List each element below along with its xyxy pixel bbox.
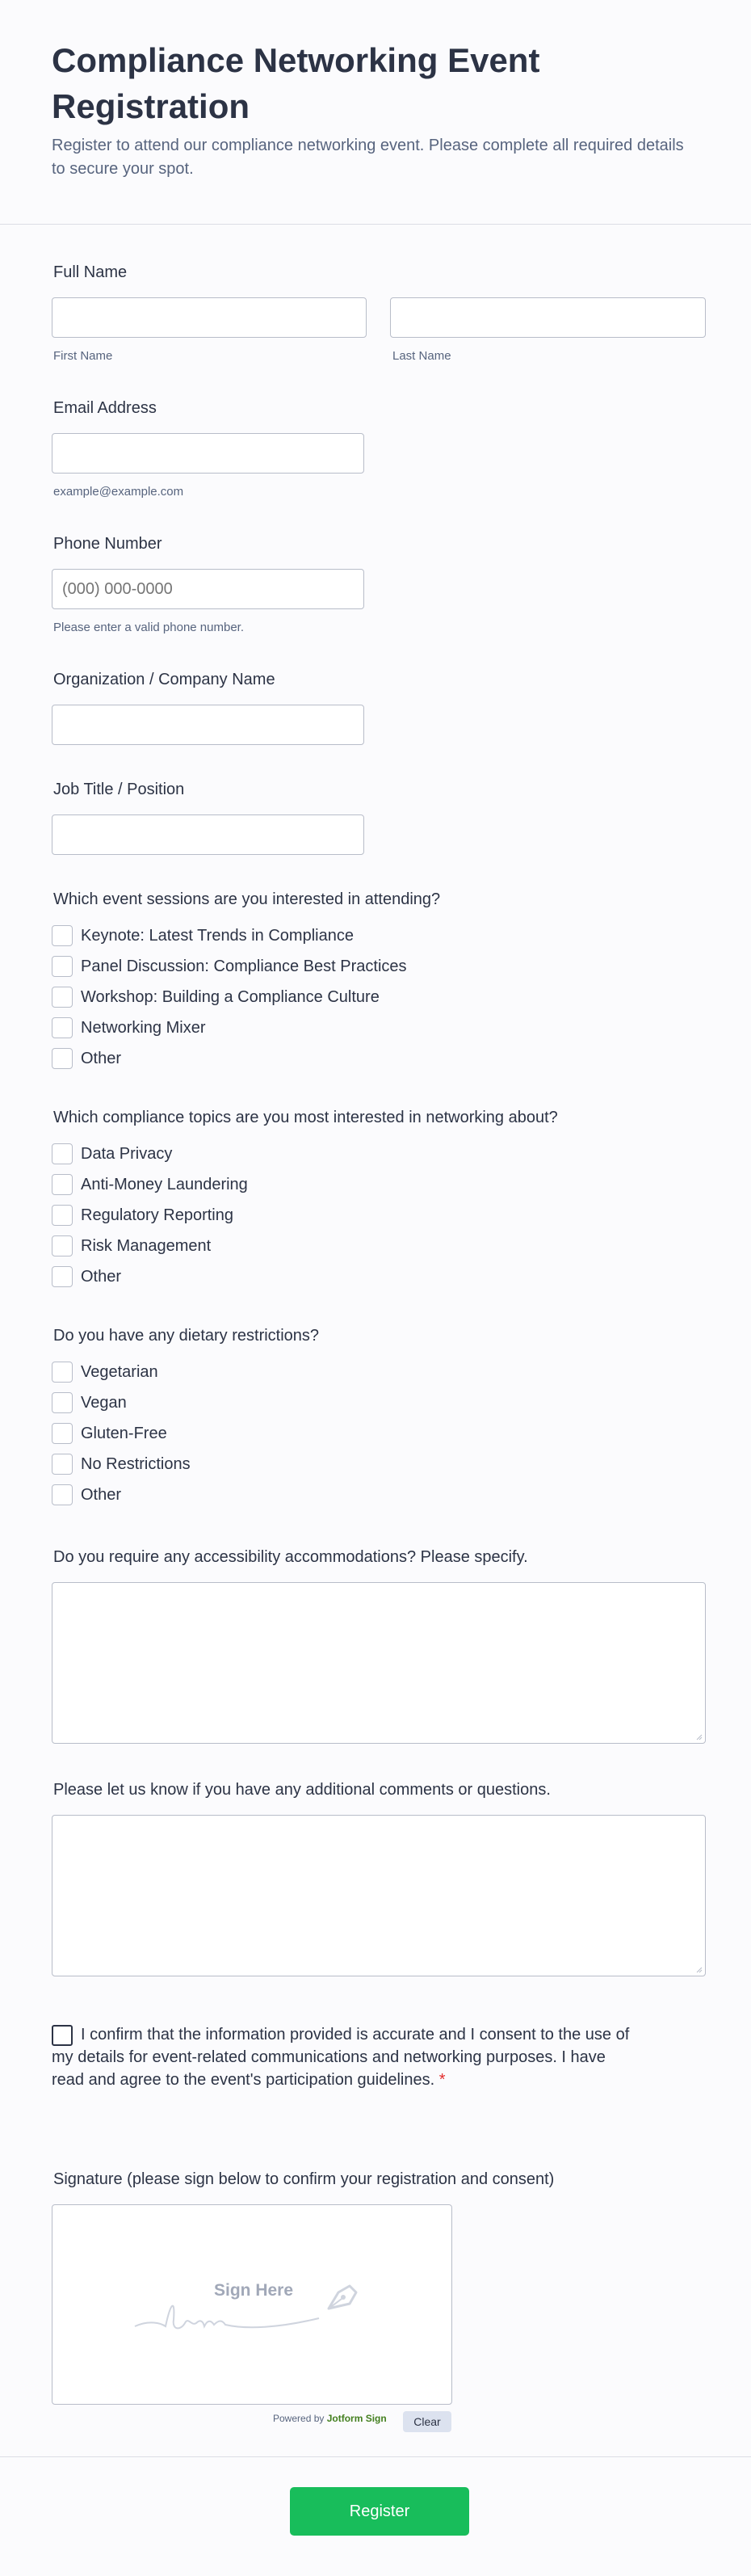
signature-label: Signature (please sign below to confirm your registration and consent) <box>53 2170 555 2188</box>
email-input[interactable] <box>52 433 364 474</box>
sign-here-text: Sign Here <box>214 2281 294 2300</box>
sessions-label: Which event sessions are you interested in attending? <box>53 890 441 908</box>
form-header <box>0 0 751 225</box>
topics-label: Which compliance topics are you most interested in networking about? <box>53 1109 558 1126</box>
organization-label: Organization / Company Name <box>53 671 275 688</box>
comments-label: Please let us know if you have any additional comments or questions. <box>53 1781 551 1799</box>
page-title: Compliance Networking Event Registration <box>52 41 540 125</box>
dietary-label: Do you have any dietary restrictions? <box>53 1327 320 1345</box>
dietary-option[interactable]: Vegetarian <box>52 1362 158 1383</box>
sessions-option[interactable]: Other <box>52 1048 121 1069</box>
checkbox[interactable] <box>52 1392 73 1413</box>
checkbox[interactable] <box>52 987 73 1008</box>
organization-input[interactable] <box>52 705 364 745</box>
checkbox[interactable] <box>52 1143 73 1164</box>
phone-sublabel: Please enter a valid phone number. <box>53 621 244 634</box>
dietary-option[interactable]: Vegan <box>52 1392 127 1413</box>
dietary-option[interactable]: Gluten-Free <box>52 1423 167 1444</box>
topics-option[interactable]: Data Privacy <box>52 1143 172 1164</box>
signature-pad[interactable] <box>52 2204 452 2405</box>
checkbox[interactable] <box>52 1017 73 1038</box>
checkbox[interactable] <box>52 956 73 977</box>
full-name-label: Full Name <box>53 263 128 281</box>
dietary-option[interactable]: Other <box>52 1484 121 1505</box>
checkbox[interactable] <box>52 1454 73 1475</box>
email-label: Email Address <box>53 399 157 417</box>
checkbox[interactable] <box>52 925 73 946</box>
required-mark: * <box>438 2071 446 2089</box>
checkbox[interactable] <box>52 1174 73 1195</box>
sessions-option[interactable]: Workshop: Building a Compliance Culture <box>52 987 380 1008</box>
checkbox[interactable] <box>52 1048 73 1069</box>
last-name-input[interactable] <box>390 297 706 338</box>
powered-by-text: Powered by Jotform Sign <box>273 2413 387 2424</box>
accessibility-label: Do you require any accessibility accommodations? Please specify. <box>53 1548 528 1566</box>
first-name-sublabel: First Name <box>53 349 113 363</box>
resize-grip-icon[interactable] <box>694 1732 703 1740</box>
pen-icon <box>324 2281 361 2313</box>
last-name-sublabel: Last Name <box>392 349 451 363</box>
topics-option[interactable]: Other <box>52 1266 121 1287</box>
accessibility-textarea[interactable] <box>52 1582 706 1744</box>
resize-grip-icon[interactable] <box>694 1965 703 1973</box>
topics-option[interactable]: Regulatory Reporting <box>52 1205 233 1226</box>
email-sublabel: example@example.com <box>53 485 184 499</box>
checkbox[interactable] <box>52 1266 73 1287</box>
checkbox[interactable] <box>52 1423 73 1444</box>
clear-signature-button[interactable]: Clear <box>403 2411 451 2432</box>
checkbox[interactable] <box>52 1205 73 1226</box>
page-subtitle: Register to attend our compliance networking event. Please complete all required details to secure your spot. <box>52 137 684 178</box>
jotform-sign-logo: Jotform Sign <box>326 2413 387 2424</box>
checkbox[interactable] <box>52 1362 73 1383</box>
sessions-option[interactable]: Keynote: Latest Trends in Compliance <box>52 925 354 946</box>
sessions-option[interactable]: Panel Discussion: Compliance Best Practices <box>52 956 407 977</box>
first-name-input[interactable] <box>52 297 367 338</box>
topics-option[interactable]: Risk Management <box>52 1235 211 1256</box>
comments-textarea[interactable] <box>52 1815 706 1976</box>
topics-option[interactable]: Anti-Money Laundering <box>52 1174 248 1195</box>
sessions-option[interactable]: Networking Mixer <box>52 1017 205 1038</box>
job-title-label: Job Title / Position <box>53 781 185 798</box>
register-button[interactable]: Register <box>290 2487 469 2536</box>
checkbox[interactable] <box>52 1484 73 1505</box>
job-title-input[interactable] <box>52 814 364 855</box>
checkbox[interactable] <box>52 1235 73 1256</box>
consent-text: I confirm that the information provided is accurate and I consent to the use of my details for event-related communications and networking purposes. I have read and agree to the event's participation guidelines. * <box>52 2026 630 2089</box>
dietary-option[interactable]: No Restrictions <box>52 1454 191 1475</box>
phone-input[interactable] <box>52 569 364 609</box>
phone-label: Phone Number <box>53 535 162 553</box>
footer-divider <box>0 2456 751 2457</box>
